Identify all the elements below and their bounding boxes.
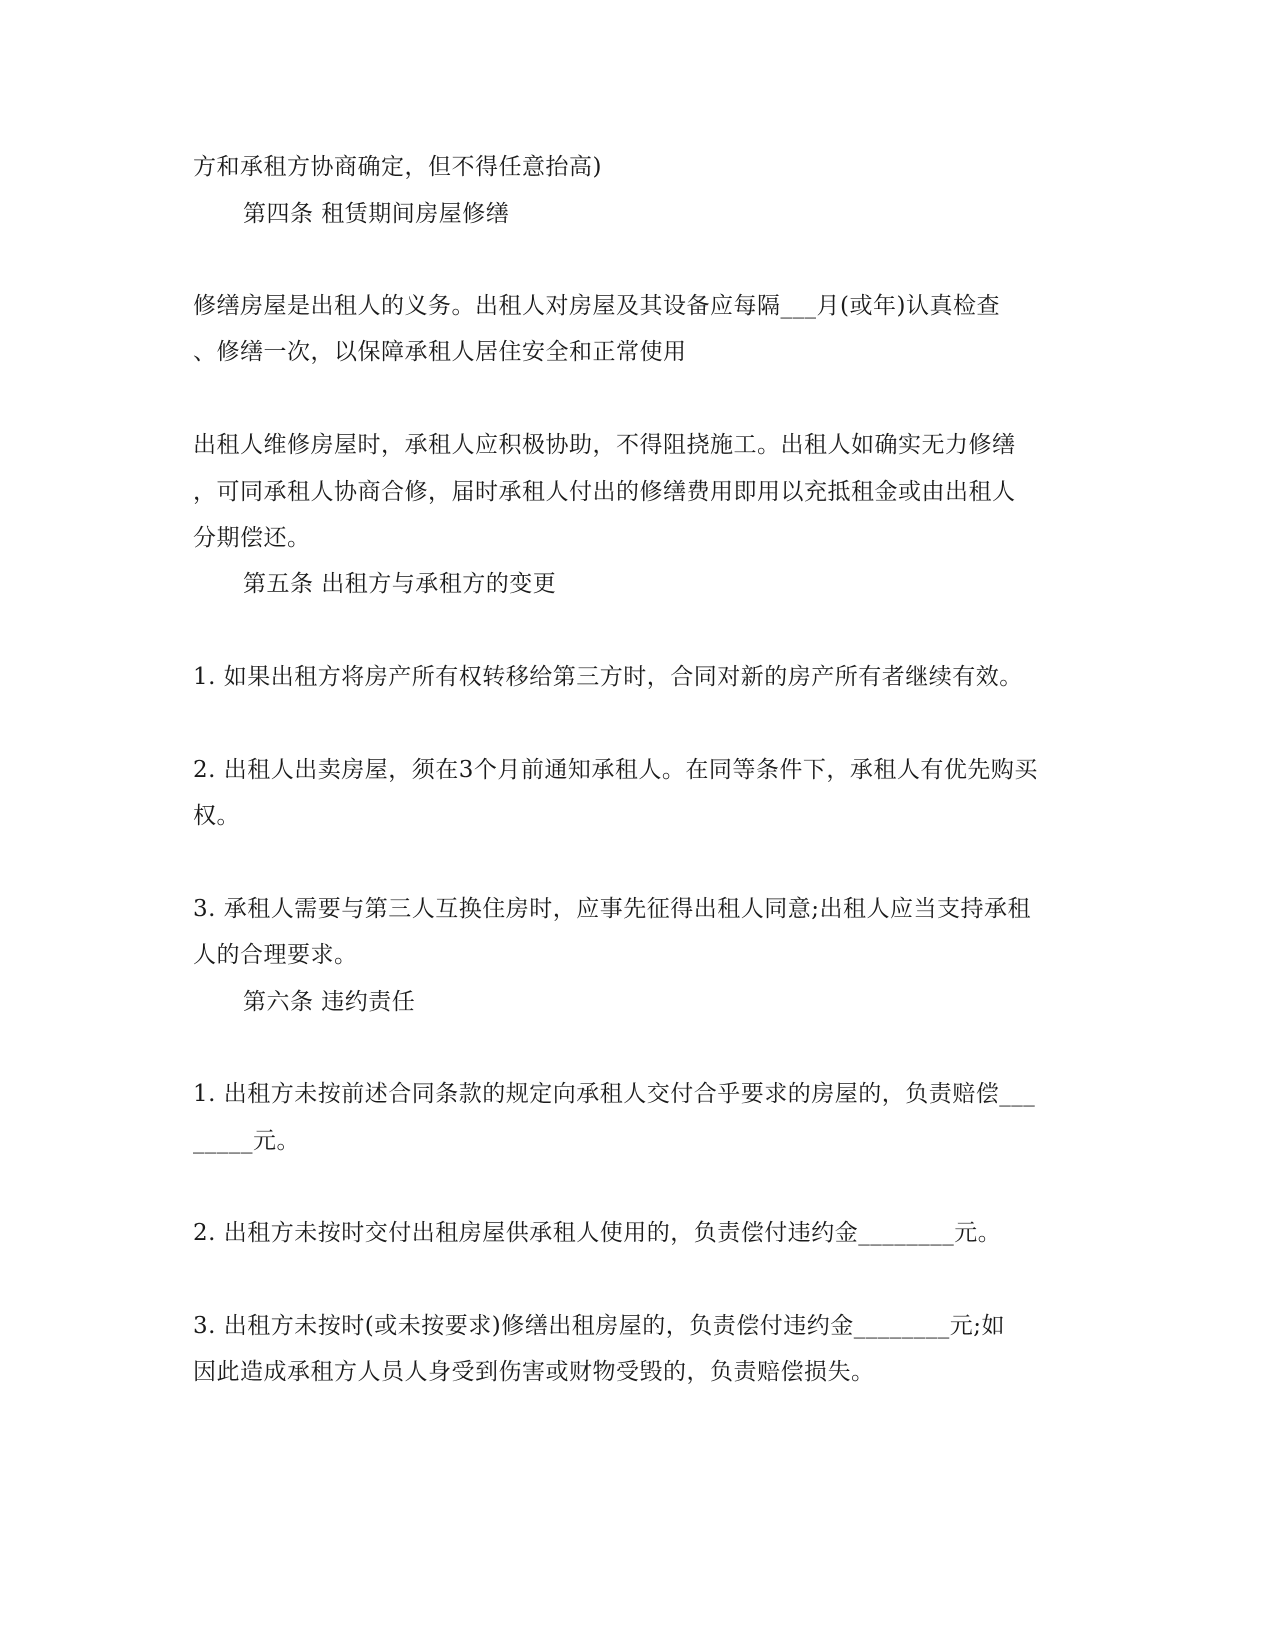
list-item: 1. 如果出租方将房产所有权转移给第三方时，合同对新的房产所有者继续有效。 — [193, 664, 1023, 690]
list-item-continuation: 人的合理要求。 — [193, 942, 358, 968]
paragraph-line: 出租人维修房屋时，承租人应积极协助，不得阻挠施工。出租人如确实无力修缮 — [193, 432, 1016, 458]
list-item: 2. 出租人出卖房屋，须在3个月前通知承租人。在同等条件下，承租人有优先购买 — [193, 757, 1038, 783]
list-item-continuation: _____元。 — [193, 1128, 300, 1154]
list-item-continuation: 因此造成承租方人员人身受到伤害或财物受毁的，负责赔偿损失。 — [193, 1359, 875, 1385]
paragraph-line: ，可同承租人协商合修，届时承租人付出的修缮费用即用以充抵租金或由出租人 — [193, 479, 1016, 505]
list-item: 1. 出租方未按前述合同条款的规定向承租人交付合乎要求的房屋的，负责赔偿___ — [193, 1081, 1036, 1107]
paragraph-line: 、修缮一次，以保障承租人居住安全和正常使用 — [193, 339, 687, 365]
list-item: 3. 出租方未按时(或未按要求)修缮出租房屋的，负责偿付违约金________元;如 — [193, 1313, 1005, 1339]
section-heading-6: 第六条 违约责任 — [243, 989, 416, 1015]
paragraph-line: 方和承租方协商确定，但不得任意抬高) — [193, 154, 602, 180]
paragraph-line: 修缮房屋是出租人的义务。出租人对房屋及其设备应每隔___月(或年)认真检查 — [193, 293, 1000, 319]
list-item: 3. 承租人需要与第三人互换住房时，应事先征得出租人同意;出租人应当支持承租 — [193, 896, 1032, 922]
paragraph-line: 分期偿还。 — [193, 525, 311, 551]
list-item-continuation: 权。 — [193, 803, 240, 829]
list-item: 2. 出租方未按时交付出租房屋供承租人使用的，负责偿付违约金________元。 — [193, 1220, 1002, 1246]
section-heading-5: 第五条 出租方与承租方的变更 — [243, 571, 557, 597]
section-heading-4: 第四条 租赁期间房屋修缮 — [243, 201, 510, 227]
